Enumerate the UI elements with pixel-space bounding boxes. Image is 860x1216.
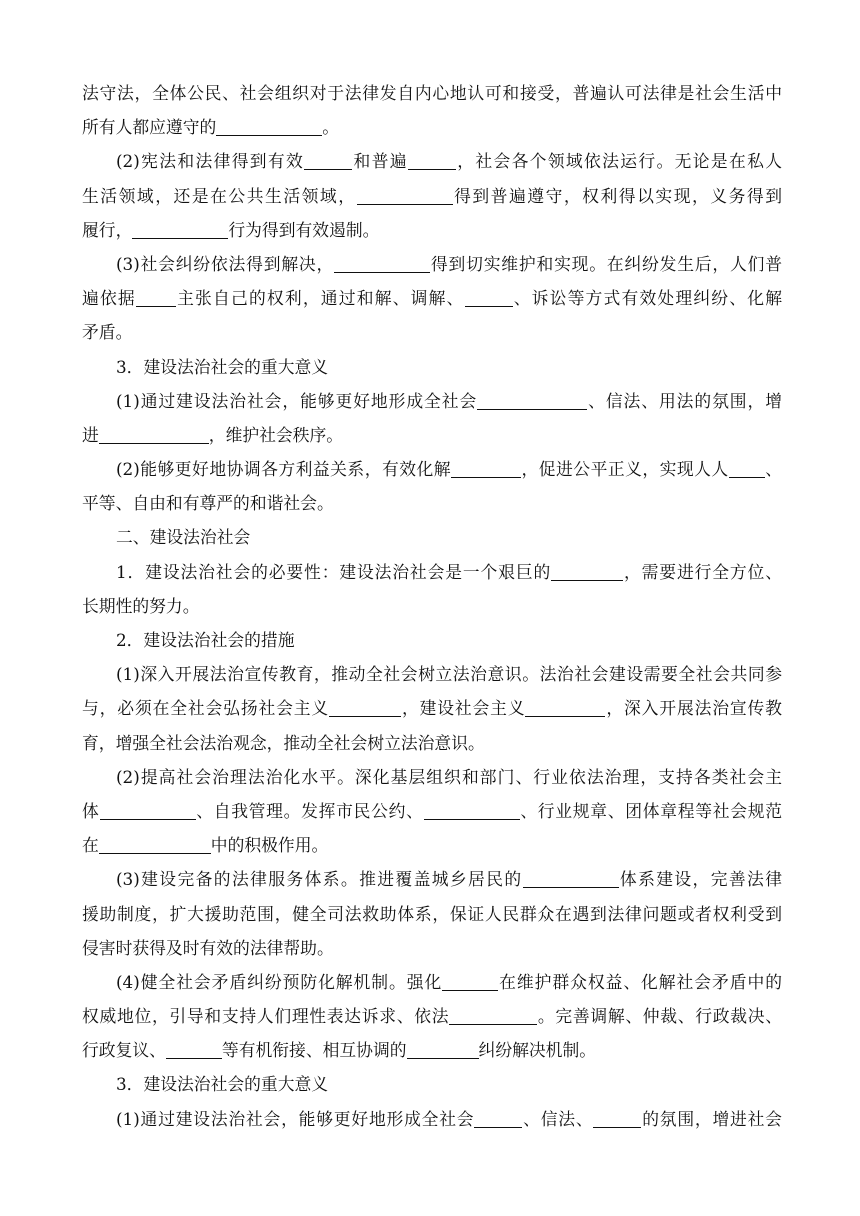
text-segment: 所有人都应遵守的 — [82, 117, 217, 138]
text-segment: ，维护社会秩序。 — [208, 424, 344, 445]
text-line — [82, 247, 782, 281]
fill-in-blank[interactable] — [525, 696, 605, 717]
text-segment: (1)深入开展法治宣传教育，推动全社会树立法治意识。法治社会建设需要全社会共同参 — [116, 664, 782, 685]
text-segment: 体系建设，完善法律 — [618, 869, 782, 890]
text-segment: 行政复议、 — [82, 1040, 166, 1061]
fill-in-blank[interactable] — [329, 696, 401, 717]
text-segment: 。 — [322, 117, 340, 138]
text-line — [82, 1033, 782, 1067]
fill-in-blank[interactable] — [407, 1038, 479, 1059]
text-segment: 生活领域，还是在公共生活领域， — [82, 185, 357, 206]
text-segment: 矛盾。 — [82, 322, 133, 343]
text-line — [82, 657, 782, 691]
text-segment: (3)建设完备的法律服务体系。推进覆盖城乡居民的 — [116, 869, 523, 890]
fill-in-blank[interactable] — [216, 115, 322, 136]
text-segment: 行为得到有效遏制。 — [228, 219, 380, 240]
fill-in-blank[interactable] — [99, 423, 209, 444]
text-segment: 3．建设法治社会的重大意义 — [116, 1074, 329, 1095]
fill-in-blank[interactable] — [100, 799, 196, 820]
fill-in-blank[interactable] — [465, 286, 513, 307]
text-line — [82, 350, 782, 384]
text-segment: ，需要进行全方位、 — [623, 561, 782, 582]
text-line — [82, 691, 782, 725]
text-segment: 援助制度，扩大援助范围，健全司法救助体系，保证人民群众在遇到法律问题或者权利受到 — [82, 903, 782, 924]
text-line — [82, 179, 782, 213]
fill-in-blank[interactable] — [99, 833, 211, 854]
text-line — [82, 76, 782, 110]
text-segment: 的氛围，增进社会 — [641, 1108, 782, 1129]
fill-in-blank[interactable] — [593, 1107, 641, 1128]
text-segment: ，促进公平正义，实现人人 — [521, 459, 729, 480]
text-line — [82, 760, 782, 794]
text-segment: ，深入开展法治宣传教 — [605, 698, 782, 719]
text-line — [82, 555, 782, 589]
text-segment: 。完善调解、仲裁、行政裁决、 — [537, 1006, 782, 1027]
text-segment: 长期性的努力。 — [82, 595, 200, 616]
text-segment: (4)健全社会矛盾纠纷预防化解机制。强化 — [116, 971, 443, 992]
text-line — [82, 418, 782, 452]
text-segment: 和普遍 — [352, 151, 408, 172]
text-line — [82, 486, 782, 520]
text-segment: 1．建设法治社会的必要性：建设法治社会是一个艰巨的 — [116, 561, 552, 582]
text-line — [82, 315, 782, 349]
fill-in-blank[interactable] — [474, 1107, 522, 1128]
text-segment: 在维护群众权益、化解社会矛盾中的 — [498, 971, 782, 992]
text-segment: 进 — [82, 424, 99, 445]
text-segment: 侵害时获得及时有效的法律帮助。 — [82, 937, 334, 958]
text-segment: 等有机衔接、相互协调的 — [221, 1040, 407, 1061]
text-segment: 体 — [82, 800, 100, 821]
fill-in-blank[interactable] — [334, 252, 430, 273]
fill-in-blank[interactable] — [136, 286, 176, 307]
text-line — [82, 828, 782, 862]
text-segment: (2)提高社会治理法治化水平。深化基层组织和部门、行业依法治理，支持各类社会主 — [116, 766, 782, 787]
text-segment: 二、建设法治社会 — [116, 527, 251, 548]
text-segment: 法守法，全体公民、社会组织对于法律发自内心地认可和接受，普遍认可法律是社会生活中 — [82, 83, 782, 103]
text-segment: 与，必须在全社会弘扬社会主义 — [82, 698, 330, 719]
text-segment: 、信法、 — [522, 1108, 594, 1129]
text-segment: 主张自己的权利，通过和解、调解、 — [175, 288, 465, 309]
text-line — [82, 931, 782, 965]
text-segment: ，建设社会主义 — [401, 698, 526, 719]
text-line — [82, 110, 782, 144]
fill-in-blank[interactable] — [523, 867, 619, 888]
text-line — [82, 589, 782, 623]
text-line — [82, 452, 782, 486]
text-segment: 权威地位，引导和支持人们理性表达诉求、依法 — [82, 1006, 450, 1027]
fill-in-blank[interactable] — [424, 799, 520, 820]
text-segment: 、诉讼等方式有效处理纠纷、化解 — [512, 288, 782, 309]
text-line — [82, 999, 782, 1033]
text-segment: 育，增强全社会法治观念，推动全社会树立法治意识。 — [82, 732, 485, 753]
fill-in-blank[interactable] — [304, 149, 352, 170]
text-line — [82, 144, 782, 178]
text-line — [82, 726, 782, 760]
text-line — [82, 623, 782, 657]
text-segment: ，社会各个领域依法运行。无论是在私人 — [455, 151, 782, 172]
text-segment: 平等、自由和有尊严的和谐社会。 — [82, 493, 334, 514]
text-line — [82, 213, 782, 247]
text-segment: 中的积极作用。 — [210, 835, 329, 856]
fill-in-blank[interactable] — [477, 389, 587, 410]
fill-in-blank[interactable] — [729, 457, 765, 478]
text-segment: 遍依据 — [82, 288, 136, 309]
text-segment: 、自我管理。发挥市民公约、 — [195, 800, 424, 821]
text-line — [82, 897, 782, 931]
fill-in-blank[interactable] — [132, 218, 228, 239]
text-segment: 得到切实维护和实现。在纠纷发生后，人们普 — [430, 253, 782, 274]
fill-in-blank[interactable] — [551, 560, 623, 581]
fill-in-blank[interactable] — [449, 1004, 537, 1025]
text-segment: (2)能够更好地协调各方利益关系，有效化解 — [116, 459, 452, 480]
text-segment: 纠纷解决机制。 — [478, 1040, 597, 1061]
text-segment: 在 — [82, 835, 99, 856]
text-line — [82, 1102, 782, 1136]
text-segment: (3)社会纠纷依法得到解决， — [116, 253, 335, 274]
text-segment: 2．建设法治社会的措施 — [116, 630, 295, 650]
fill-in-blank[interactable] — [166, 1038, 222, 1059]
text-segment: (1)通过建设法治社会，能够更好地形成全社会 — [116, 1108, 475, 1129]
text-line — [82, 281, 782, 315]
text-line — [82, 1067, 782, 1101]
text-segment: 3．建设法治社会的重大意义 — [116, 356, 329, 377]
text-line — [82, 384, 782, 418]
text-segment: 履行， — [82, 219, 133, 240]
fill-in-blank[interactable] — [451, 457, 521, 478]
fill-in-blank[interactable] — [442, 970, 498, 991]
fill-in-blank[interactable] — [357, 184, 453, 205]
fill-in-blank[interactable] — [408, 149, 456, 170]
document-page — [82, 76, 782, 1136]
text-segment: 得到普遍遵守，权利得以实现，义务得到 — [452, 185, 782, 206]
text-line — [82, 520, 782, 554]
text-line — [82, 794, 782, 828]
text-segment: (2)宪法和法律得到有效 — [116, 151, 305, 172]
text-segment: 、 — [764, 459, 782, 480]
text-segment: 、信法、用法的氛围，增 — [587, 390, 782, 411]
text-segment: (1)通过建设法治社会，能够更好地形成全社会 — [116, 390, 478, 411]
text-line — [82, 965, 782, 999]
text-line — [82, 862, 782, 896]
text-segment: 、行业规章、团体章程等社会规范 — [519, 800, 782, 821]
